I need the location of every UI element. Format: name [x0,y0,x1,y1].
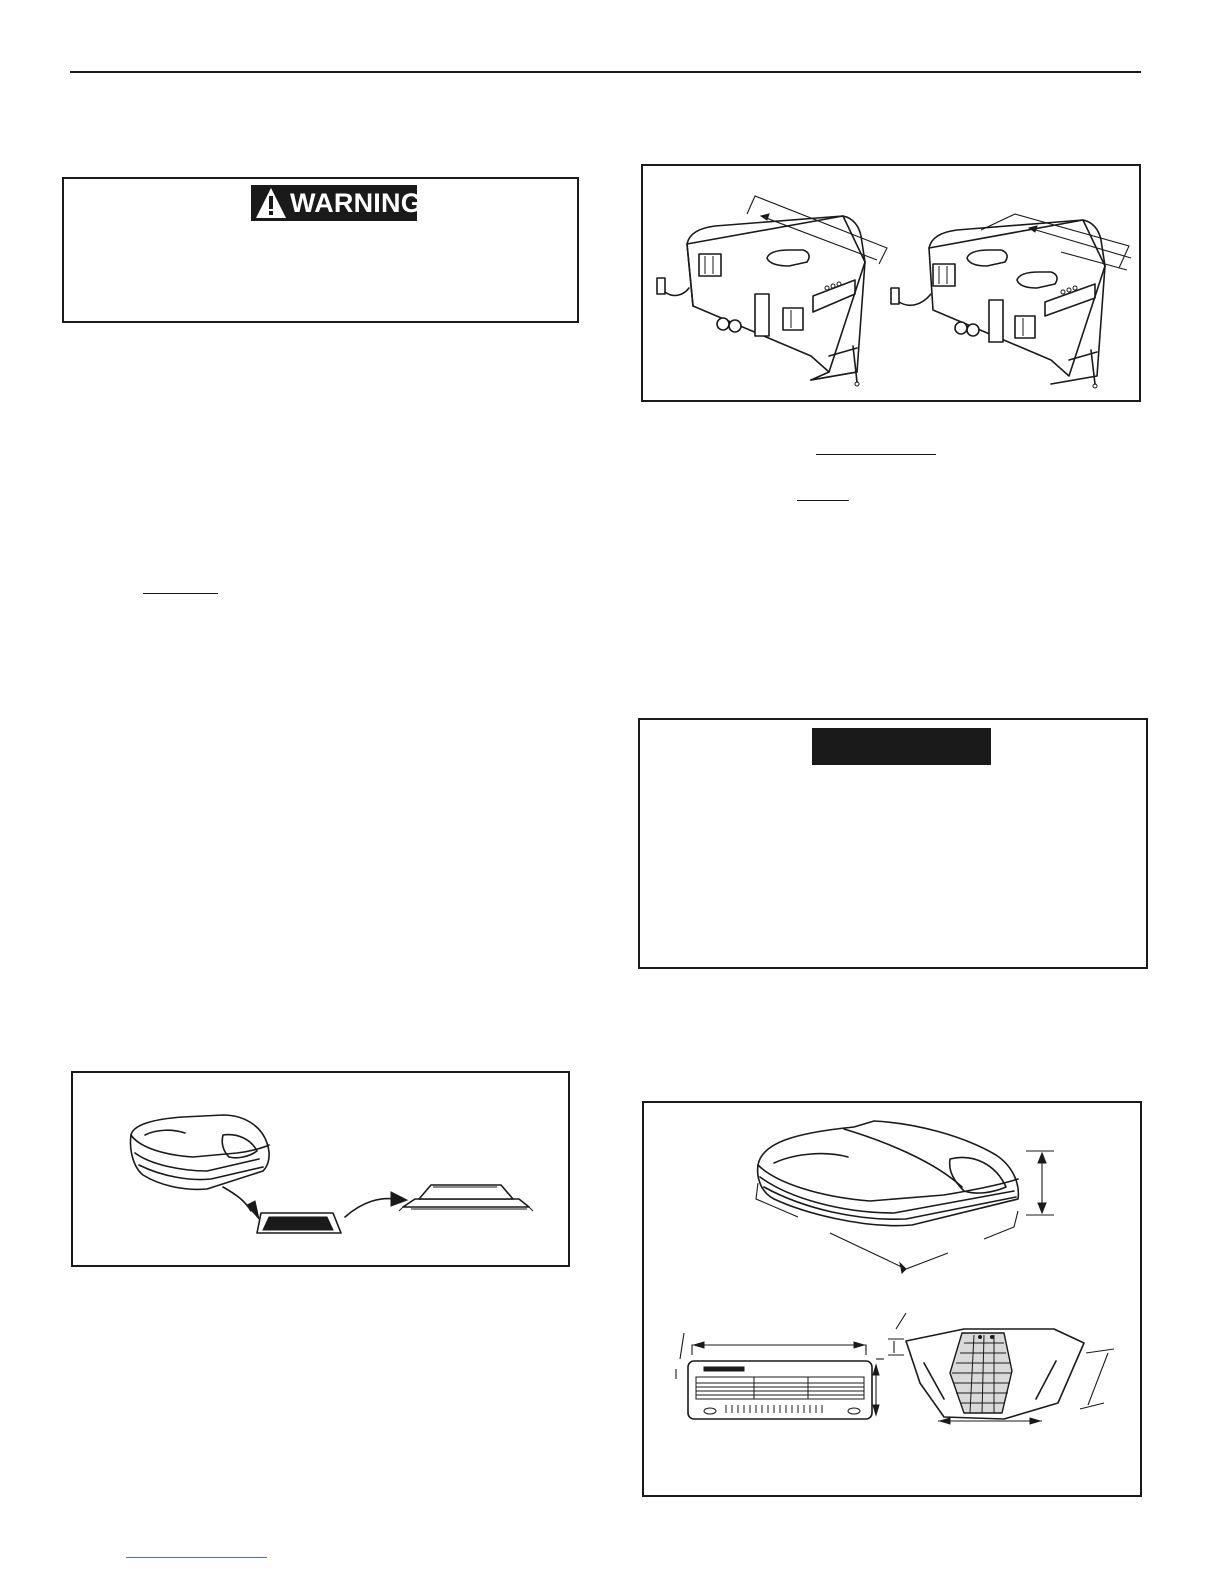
trailer-dual-unit [891,214,1131,388]
rooftop-unit-drawing [756,1121,1054,1273]
warning-triangle-icon [254,186,288,220]
trailer-single-unit [657,196,887,386]
underline-right-1 [816,454,936,455]
underline-right-2 [797,500,849,501]
figure-unit-dimensions [642,1101,1142,1497]
header-rule [70,71,1141,73]
rooftop-unit-replaces-roof-vent-illustration [73,1073,572,1269]
unit-underside-drawing [888,1313,1114,1424]
rv-trailer-rooftop-unit-placement-illustration [643,166,1143,404]
footer-link-underline[interactable] [126,1557,267,1558]
caution-badge [812,728,991,765]
warning-badge-label: WARNING [290,188,422,218]
figure-trailers [641,164,1141,402]
ceiling-assembly-drawing [676,1333,884,1419]
figure-roof-replacement [71,1071,570,1267]
underline-left [143,593,218,594]
warning-badge [251,185,422,221]
rooftop-unit-and-ceiling-assembly-dimension-illustration [644,1103,1144,1499]
